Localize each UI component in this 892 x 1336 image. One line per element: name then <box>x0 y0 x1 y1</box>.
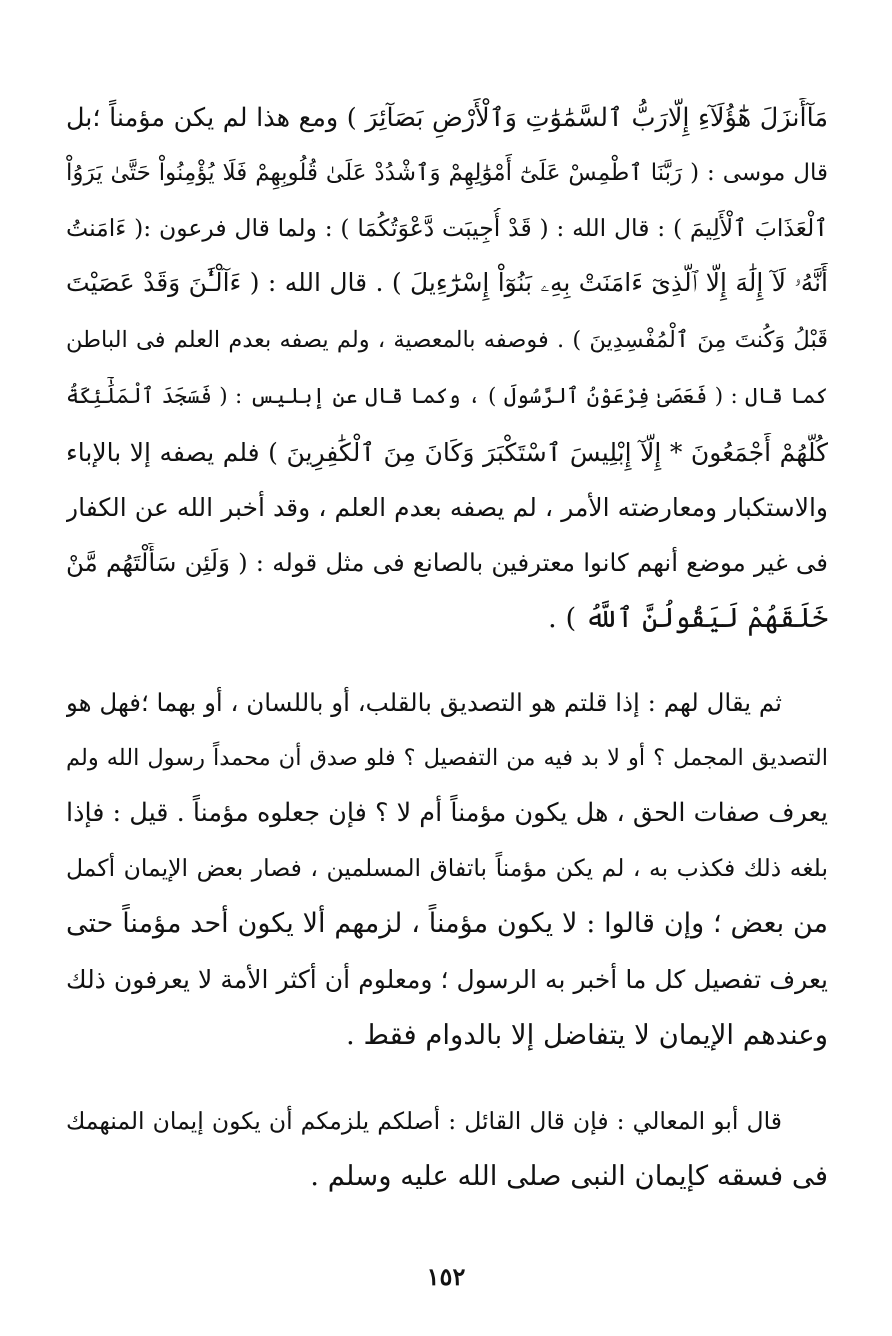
text-line-9: فى غير موضع أنهم كانوا معترفين بالصانع فى مثل قوله : ( وَلَئِن سَأَلْتَهُم مَّنْ <box>66 548 828 577</box>
text-line-1: مَآأَنزَلَ هَٰٓؤُلَآءِ إِلَّارَبُّ ٱلسَّمَٰوَٰتِ وَٱلْأَرْضِ بَصَآئِرَ ) ومع هذا لم يكن مؤمناً ؛بل <box>66 103 828 133</box>
text-line-17: وعندهم الإيمان لا يتفاضل إلا بالدوام فقط . <box>346 1019 828 1051</box>
text-line-6: كما قال : ( فَعَصَىٰ فِرْعَوْنُ ٱلرَّسُولَ ) ، وكما قال عن إبليس : ( فَسَجَدَ ٱلْمَلَٰٓئِكَةُ <box>66 384 828 409</box>
text-line-10: خَلَقَهُمْ لَيَقُولُنَّ ٱللَّهُ ) . <box>547 602 828 634</box>
text-line-5: قَبْلُ وَكُنتَ مِنَ ٱلْمُفْسِدِينَ ) . فوصفه بالمعصية ، ولم يصفه بعدم العلم فى الباطن <box>66 327 828 353</box>
text-line-8: والاستكبار ومعارضته الأمر ، لم يصفه بعدم العلم ، وقد أخبر الله عن الكفار <box>66 493 828 522</box>
text-line-18: قال أبو المعالي : فإن قال القائل : أصلكم يلزمكم أن يكون إيمان المنهمك <box>66 1107 782 1135</box>
text-line-14: بلغه ذلك فكذب به ، لم يكن مؤمناً باتفاق المسلمين ، فصار بعض الإيمان أكمل <box>66 854 828 882</box>
text-line-13: يعرف صفات الحق ، هل يكون مؤمناً أم لا ؟ فإن جعلوه مؤمناً . قيل : فإذا <box>66 798 828 828</box>
text-line-2: قال موسى : ( رَبَّنَا ٱطْمِسْ عَلَىٰٓ أَمْوَٰلِهِمْ وَٱشْدُدْ عَلَىٰ قُلُوبِهِمْ فَلَا يُؤْمِنُواْ حَتَّىٰ يَرَوُاْ <box>66 160 828 186</box>
text-line-12: التصديق المجمل ؟ أو لا بد فيه من التفصيل ؟ فلو صدق أن محمداً رسول الله ولم <box>66 745 828 771</box>
text-line-7: كُلُّهُمْ أَجْمَعُونَ * إِلَّآ إِبْلِيسَ ٱسْتَكْبَرَ وَكَانَ مِنَ ٱلْكَٰفِرِينَ ) فلم يصفه إلا بالإباء <box>66 438 828 467</box>
text-line-11: ثم يقال لهم : إذا قلتم هو التصديق بالقلب، أو باللسان ، أو بهما ؛فهل هو <box>66 688 782 717</box>
text-line-19: فى فسقه كإيمان النبى صلى الله عليه وسلم . <box>310 1160 828 1192</box>
text-line-16: يعرف تفصيل كل ما أخبر به الرسول ؛ ومعلوم أن أكثر الأمة لا يعرفون ذلك <box>66 965 828 994</box>
text-line-3: ٱلْعَذَابَ ٱلْأَلِيمَ ) : قال الله : ( قَدْ أُجِيبَت دَّعْوَتُكُمَا ) : ولما قال فرعون :( ءَامَنتُ <box>66 214 828 242</box>
text-line-15: من بعض ؛ وإن قالوا : لا يكون مؤمناً ، لزمهم ألا يكون أحد مؤمناً حتى <box>66 908 828 939</box>
page-number: ١٥٢ <box>426 1262 466 1291</box>
text-line-4: أَنَّهُۥ لَآ إِلَٰهَ إِلَّا ٱلَّذِىٓ ءَامَنَتْ بِهِۦ بَنُوٓاْ إِسْرَٰٓءِيلَ ) . قال الله : ( ءَآلْـَٰٔنَ وَقَدْ عَصَيْتَ <box>66 268 828 297</box>
